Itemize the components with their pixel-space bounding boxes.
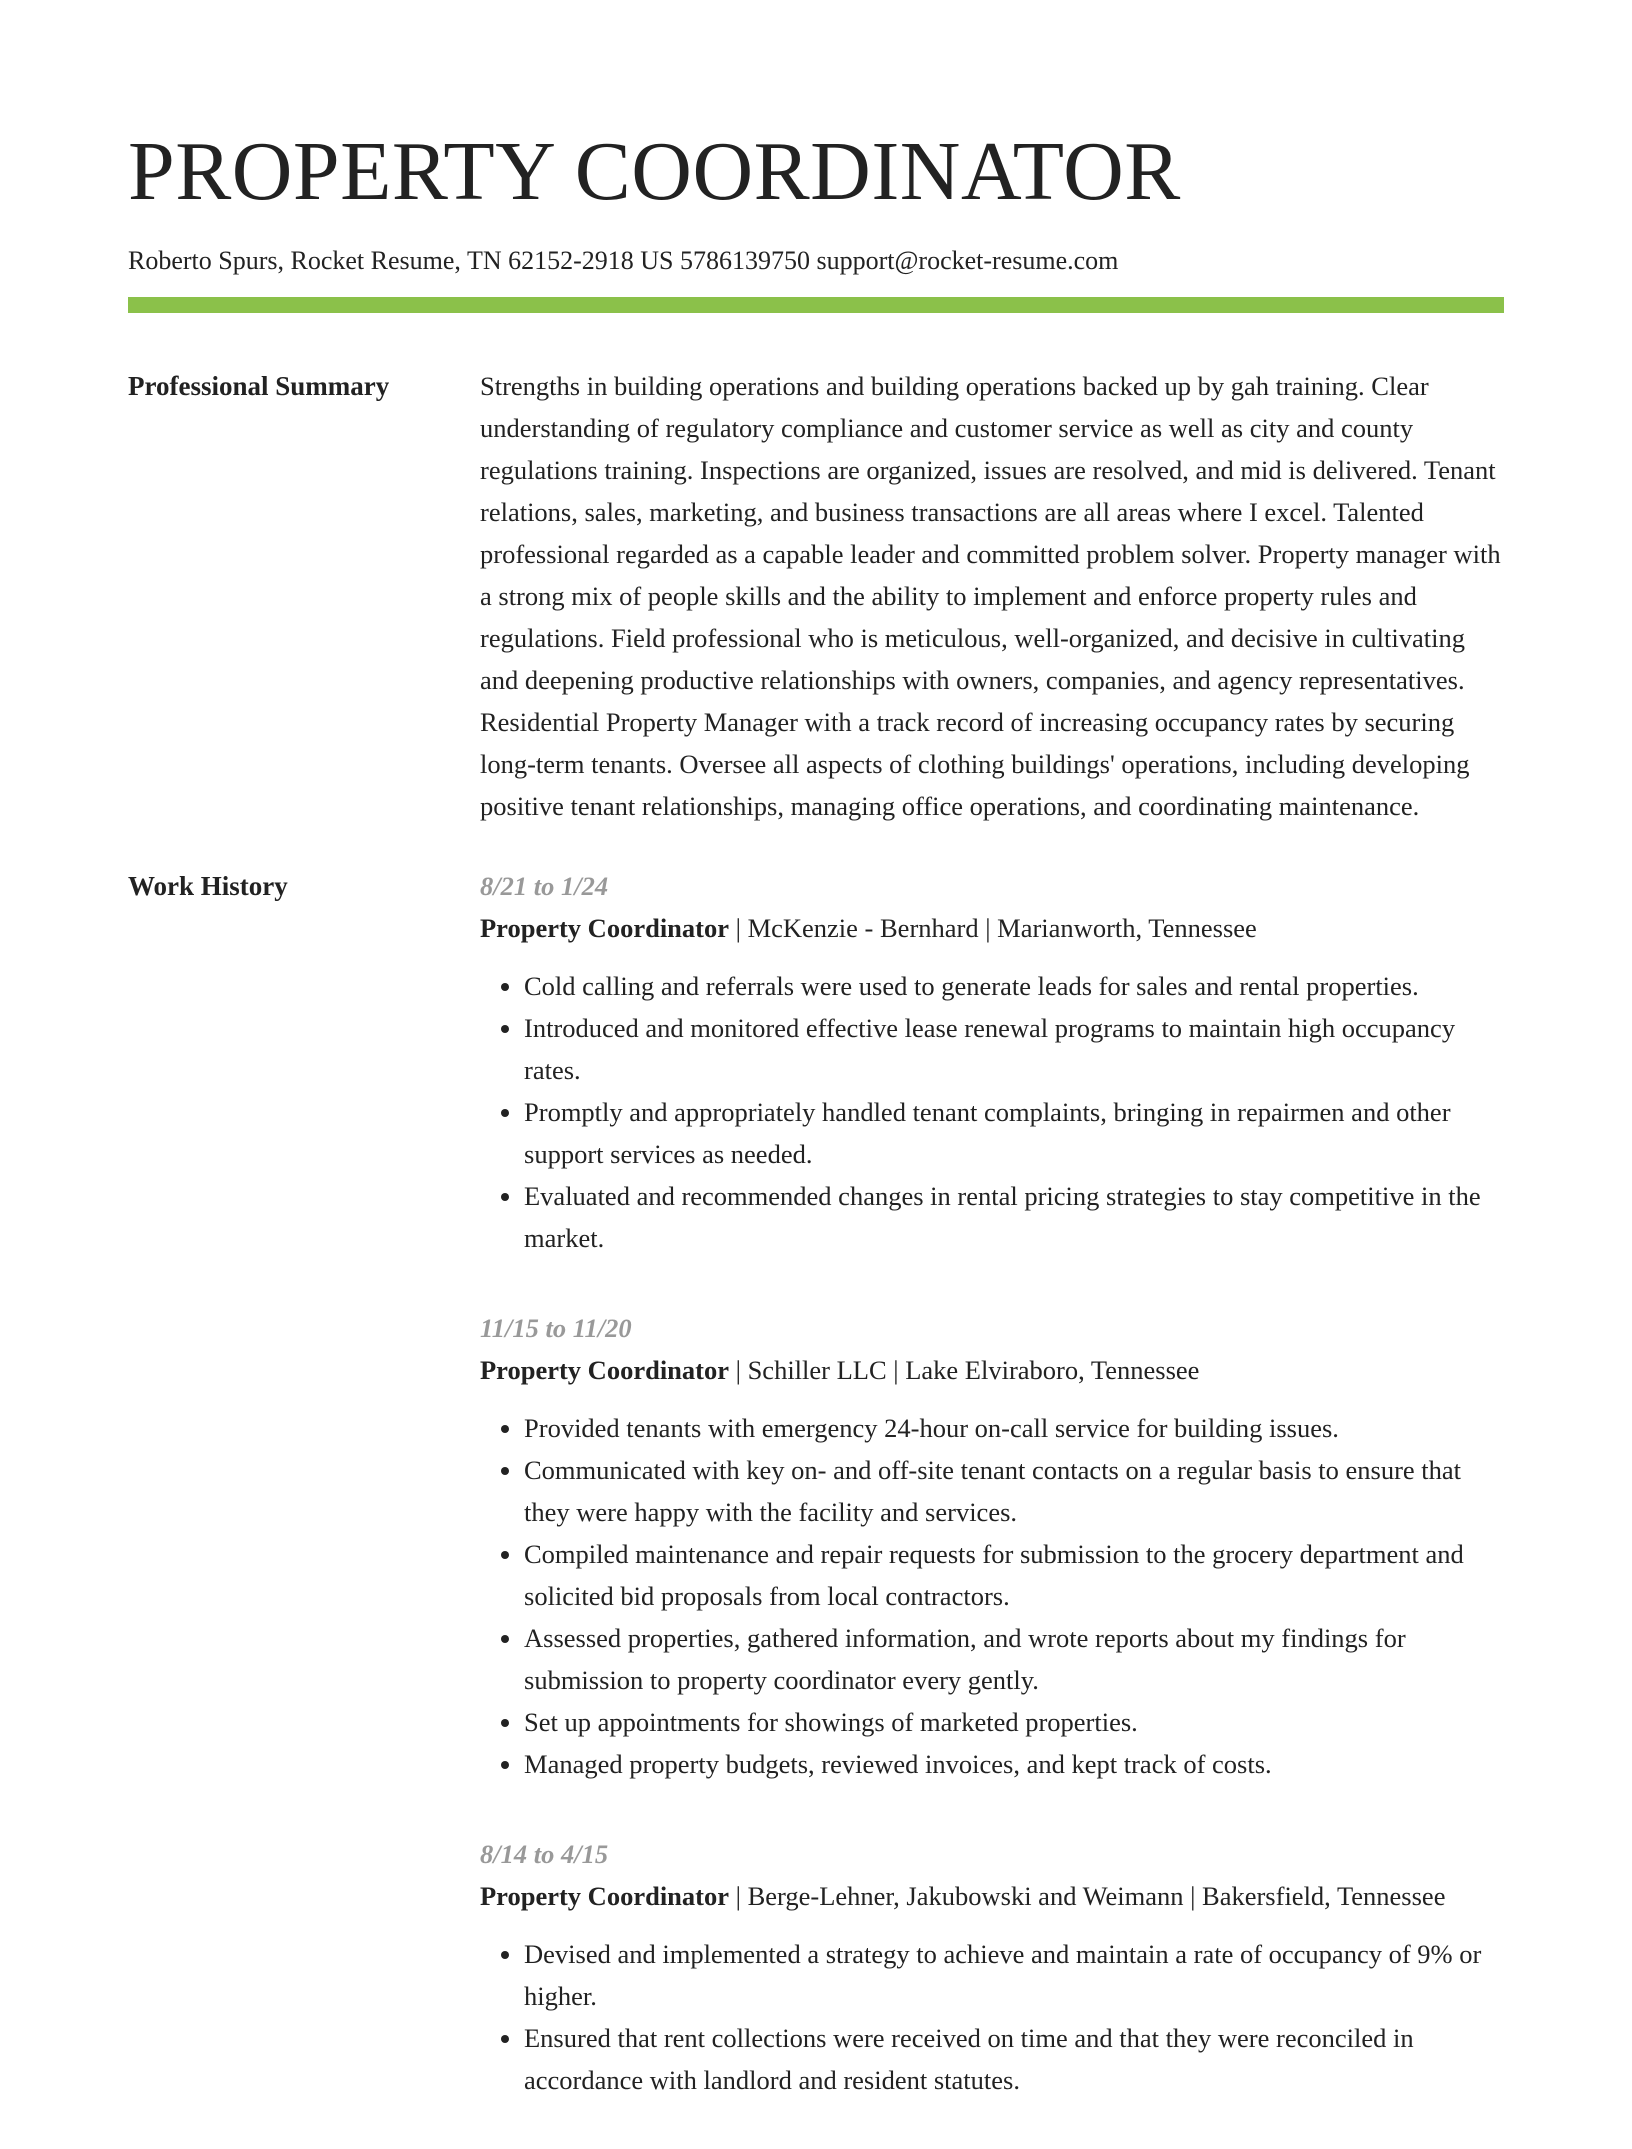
job-header	[480, 1349, 1504, 1391]
job-title: Property Coordinator	[480, 1355, 730, 1385]
job-dates: 11/15 to 11/20	[480, 1313, 632, 1343]
job-entry	[480, 1833, 1504, 2101]
job-header	[480, 907, 1504, 949]
resume-title: PROPERTY COORDINATOR	[128, 125, 1181, 218]
contact-line: Roberto Spurs, Rocket Resume, TN 62152-2918 US 5786139750 support@rocket-resume.com	[128, 246, 1119, 275]
section-body	[480, 365, 1504, 827]
job-bullets	[480, 1407, 1504, 1785]
resume-page	[128, 0, 1504, 2149]
section-body	[480, 865, 1504, 2149]
job-entry	[480, 865, 1504, 1259]
work-history-section	[128, 865, 1504, 2149]
job-title: Property Coordinator	[480, 1881, 730, 1911]
job-details: | Schiller LLC | Lake Elviraboro, Tennessee	[729, 1355, 1200, 1385]
summary-text: Strengths in building operations and building operations backed up by gah training. Clear understanding of regulatory compliance and customer service as well as city and county regulations training. Inspections are organized, issues are resolved, and mid is delivered. Tenant relations, sales, marketing, and business transactions are all areas where I excel. Talented professional regarded as a capable leader and committed problem solver. Property manager with a strong mix of people skills and the ability to implement and enforce property rules and regulations. Field professional who is meticulous, well-organized, and decisive in cultivating and deepening productive relationships with owners, companies, and agency representatives. Residential Property Manager with a track record of increasing occupancy rates by securing long-term tenants. Oversee all aspects of clothing buildings' operations, including developing positive tenant relationships, managing office operations, and coordinating maintenance.	[480, 371, 1501, 821]
bullet-item: • Promptly and appropriately handled tenant complaints, bringing in repairmen and other support services as needed.	[524, 1091, 1504, 1175]
bullet-item: • Communicated with key on- and off-site tenant contacts on a regular basis to ensure that they were happy with the facility and services.	[524, 1449, 1504, 1533]
bullet-item: • Assessed properties, gathered information, and wrote reports about my findings for submission to property coordinator every gently.	[524, 1617, 1504, 1701]
bullet-item: • Evaluated and recommended changes in rental pricing strategies to stay competitive in the market.	[524, 1175, 1504, 1259]
bullet-item: • Provided tenants with emergency 24-hour on-call service for building issues.	[524, 1407, 1504, 1449]
job-title: Property Coordinator	[480, 913, 730, 943]
bullet-item: • Introduced and monitored effective lease renewal programs to maintain high occupancy rates.	[524, 1007, 1504, 1091]
job-dates: 8/14 to 4/15	[480, 1839, 609, 1869]
bullet-item: • Cold calling and referrals were used to generate leads for sales and rental properties.	[524, 965, 1504, 1007]
header-divider	[128, 297, 1504, 313]
section-label: Work History	[128, 871, 288, 901]
bullet-item: • Managed property budgets, reviewed invoices, and kept track of costs.	[524, 1743, 1504, 1785]
job-header	[480, 1875, 1504, 1917]
job-bullets	[480, 1933, 1504, 2101]
job-dates: 8/21 to 1/24	[480, 871, 609, 901]
bullet-item: • Compiled maintenance and repair requests for submission to the grocery department and solicited bid proposals from local contractors.	[524, 1533, 1504, 1617]
job-details: | Berge-Lehner, Jakubowski and Weimann | Bakersfield, Tennessee	[729, 1881, 1446, 1911]
job-details: | McKenzie - Bernhard | Marianworth, Tennessee	[729, 913, 1257, 943]
job-entry	[480, 1307, 1504, 1785]
job-bullets	[480, 965, 1504, 1259]
bullet-item: • Devised and implemented a strategy to achieve and maintain a rate of occupancy of 9% or higher.	[524, 1933, 1504, 2017]
bullet-item: • Set up appointments for showings of marketed properties.	[524, 1701, 1504, 1743]
bullet-item: • Ensured that rent collections were received on time and that they were reconciled in accordance with landlord and resident statutes.	[524, 2017, 1504, 2101]
section-label: Professional Summary	[128, 371, 390, 401]
professional-summary-section	[128, 365, 1504, 827]
